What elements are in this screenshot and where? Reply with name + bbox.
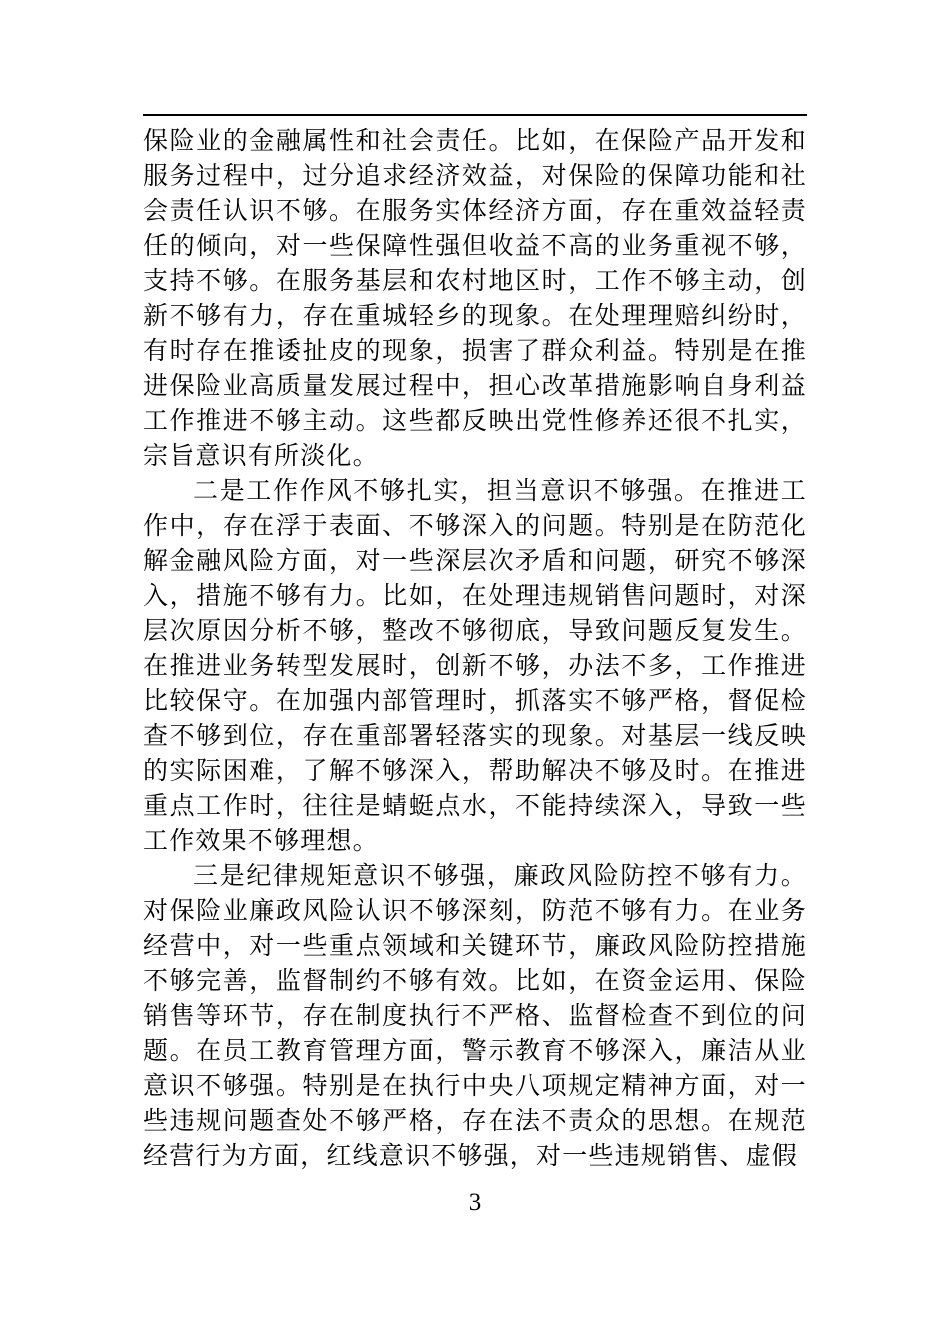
paragraph-work-style: 二是工作作风不够扎实，担当意识不够强。在推进工作中，存在浮于表面、不够深入的问题。特别是在防范化解金融风险方面，对一些深层次矛盾和问题，研究不够深入，措施不够有力。比如，在处理违规销售问题时，对深层次原因分析不够，整改不够彻底，导致问题反复发生。在推进业务转型发展时，创新不够，办法不多，工作推进比较保守。在加强内部管理时，抓落实不够严格，督促检查不够到位，存在重部署轻落实的现象。对基层一线反映的实际困难，了解不够深入，帮助解决不够及时。在推进重点工作时，往往是蜻蜓点水，不能持续深入，导致一些工作效果不够理想。	[143, 476, 807, 855]
header-rule	[143, 114, 807, 116]
paragraph-discipline: 三是纪律规矩意识不够强，廉政风险防控不够有力。对保险业廉政风险认识不够深刻，防范不够有力。在业务经营中，对一些重点领域和关键环节，廉政风险防控措施不够完善，监督制约不够有效。比如，在资金运用、保险销售等环节，存在制度执行不严格、监督检查不到位的问题。在员工教育管理方面，警示教育不够深入，廉洁从业意识不够强。特别是在执行中央八项规定精神方面，对一些违规问题查处不够严格，存在法不责众的思想。在规范经营行为方面，红线意识不够强，对一些违规销售、虚假	[143, 861, 807, 1170]
page-number: 3	[468, 1189, 482, 1216]
paragraph-continuation: 保险业的金融属性和社会责任。比如，在保险产品开发和服务过程中，过分追求经济效益，对保险的保障功能和社会责任认识不够。在服务实体经济方面，存在重效益轻责任的倾向，对一些保障性强但收益不高的业务重视不够，支持不够。在服务基层和农村地区时，工作不够主动，创新不够有力，存在重城轻乡的现象。在处理理赔纠纷时，有时存在推诿扯皮的现象，损害了群众利益。特别是在推进保险业高质量发展过程中，担心改革措施影响自身利益工作推进不够主动。这些都反映出党性修养还很不扎实，宗旨意识有所淡化。	[143, 126, 807, 470]
body-text	[143, 123, 807, 1173]
